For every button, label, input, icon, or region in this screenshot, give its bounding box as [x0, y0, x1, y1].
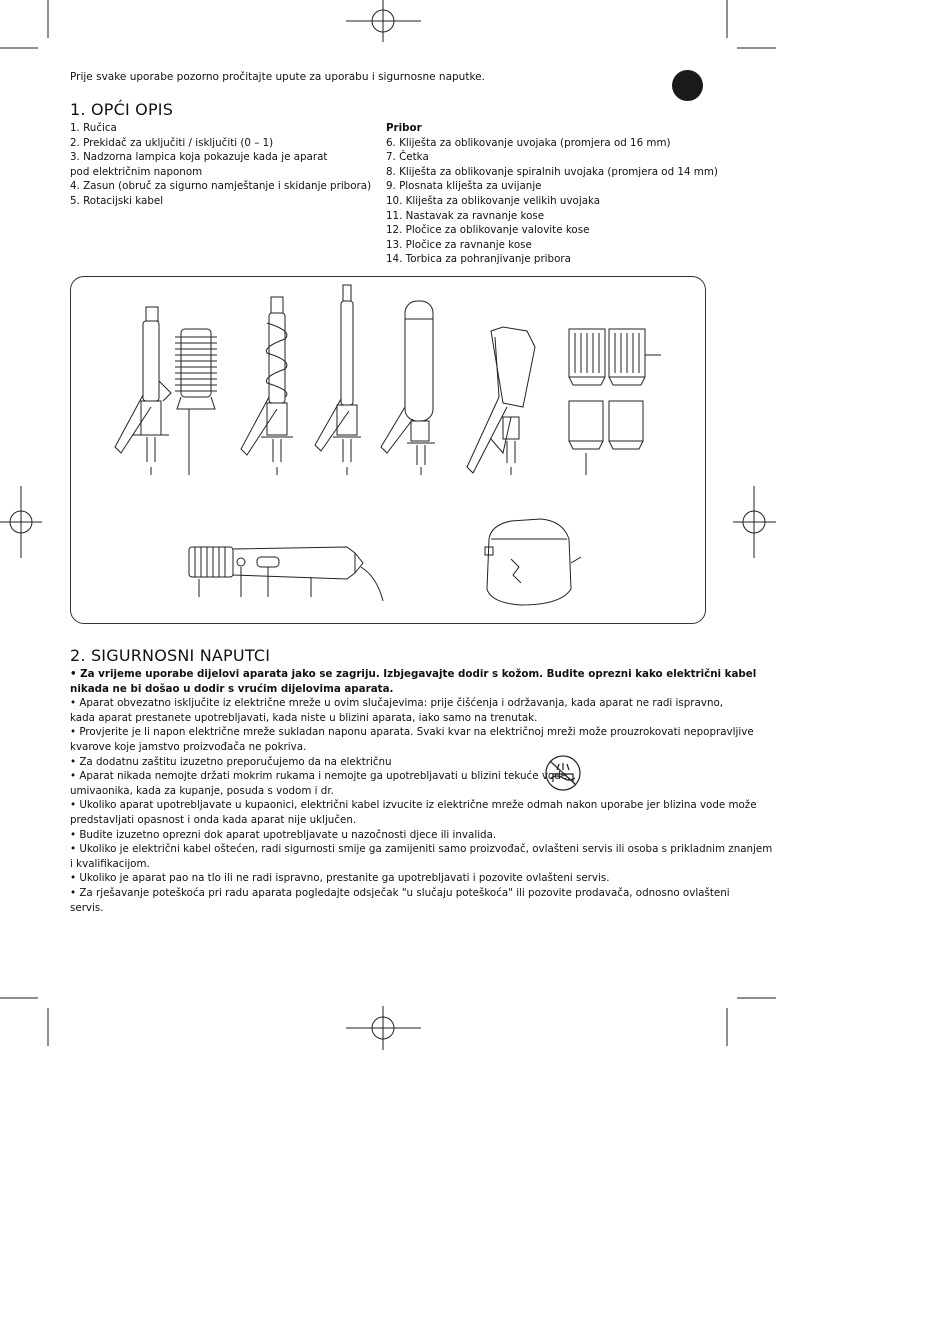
intro-text: Prije svake uporabe pozorno pročitajte upute za uporabu i sigurnosne naputke.	[70, 71, 485, 83]
list-item: 7. Četka	[386, 151, 429, 164]
safety-paragraph: • Za rješavanje poteškoća pri radu aparata pogledajte odsječak "u slučaju poteškoća" ili pozovite prodavača, odnosno ovlašteni servis.	[70, 886, 730, 914]
large-curl-tong-icon	[381, 301, 435, 475]
safety-paragraph: • Aparat nikada nemojte držati mokrim rukama i nemojte ga upotrebljavati u blizini tekuće vode, umivaonika, kada za kupanje, posuda s vodom i dr.	[70, 770, 571, 797]
list-item: 2. Prekidač za uključiti / isključiti (0 – 1)	[70, 136, 274, 149]
brush-icon	[175, 329, 217, 475]
section2-title: 2. SIGURNOSNI NAPUTCI	[70, 646, 271, 665]
list-item: 3. Nadzorna lampica koja pokazuje kada je aparat	[70, 151, 328, 164]
safety-paragraph: • Provjerite je li napon električne mreže sukladan naponu aparata. Svaki kvar na električnoj mreži može prouzrokovati nepopravljive kvarove koje jamstvo proizvođača ne pokriva.	[70, 726, 754, 753]
list-item: 8. Kliješta za oblikovanje spiralnih uvojaka (promjera od 14 mm)	[386, 165, 718, 178]
list-item: 1. Ručica	[70, 122, 117, 134]
language-marker-icon	[672, 70, 703, 101]
list-item: pod električnim naponom	[70, 165, 203, 178]
registration-right-icon	[733, 486, 776, 558]
safety-paragraph: • Ukoliko aparat upotrebljavate u kupaonici, električni kabel izvucite iz električne mreže odmah nakon uporabe jer blizina vode može predstavljati opasnost i onda kada aparat nije uključen.	[70, 799, 757, 826]
product-illustration	[70, 276, 706, 624]
curling-tong-16-icon	[115, 307, 171, 475]
spiral-tong-icon	[241, 297, 293, 475]
registration-bottom-icon	[346, 1006, 421, 1050]
list-item: 13. Pločice za ravnanje kose	[386, 238, 532, 251]
safety-text	[70, 667, 773, 915]
no-water-icon	[541, 754, 585, 792]
accessories-heading: Pribor	[386, 122, 422, 134]
wave-plates-icon	[569, 329, 661, 385]
list-item: 12. Pločice za oblikovanje valovite kose	[386, 224, 590, 237]
list-item: 9. Plosnata kliješta za uvijanje	[386, 180, 542, 193]
parts-list	[70, 121, 371, 209]
safety-paragraph: • Budite izuzetno oprezni dok aparat upotrebljavate u nazočnosti djece ili invalida.	[70, 828, 497, 841]
list-item: 14. Torbica za pohranjivanje pribora	[386, 253, 571, 266]
accessories-list	[386, 121, 718, 267]
straightening-plates-icon	[569, 401, 643, 475]
section1-title: 1. OPĆI OPIS	[70, 100, 174, 119]
safety-paragraph: • Aparat obvezatno isključite iz električne mreže u ovim slučajevima: prije čišćenja i održavanja, kada aparat ne radi ispravno, kada aparat prestanete upotrebljavati, kada niste u blizini aparata, iako samo na trenutak.	[70, 697, 724, 724]
list-item: 11. Nastavak za ravnanje kose	[386, 209, 545, 222]
flat-tong-icon	[315, 285, 361, 475]
straightener-attachment-icon	[467, 327, 535, 475]
list-item: 10. Kliješta za oblikovanje velikih uvojaka	[386, 194, 601, 207]
storage-bag-icon	[485, 519, 581, 605]
handle-icon	[189, 547, 383, 601]
list-item: 5. Rotacijski kabel	[70, 194, 164, 207]
registration-top-icon	[346, 0, 421, 42]
registration-left-icon	[0, 486, 42, 558]
safety-paragraph: • Za dodatnu zaštitu izuzetno preporučujemo da na električnu	[70, 755, 392, 768]
list-item: 4. Zasun (obruč za sigurno namještanje i skidanje pribora)	[70, 180, 372, 193]
safety-paragraph: • Za vrijeme uporabe dijelovi aparata jako se zagriju. Izbjegavajte dodir s kožom. Budite oprezni kako električni kabel nikada ne bi došao u dodir s vrućim dijelovima aparata.	[70, 668, 757, 695]
safety-paragraph: • Ukoliko je aparat pao na tlo ili ne radi ispravno, prestanite ga upotrebljavati i pozovite ovlašteni servis.	[70, 872, 610, 885]
safety-paragraph: • Ukoliko je električni kabel oštećen, radi sigurnosti smije ga zamijeniti samo proizvođač, ovlašteni servis ili osoba s prikladnim znanjem i kvalifikacijom.	[70, 843, 773, 870]
list-item: 6. Kliješta za oblikovanje uvojaka (promjera od 16 mm)	[386, 136, 671, 149]
accessories-drawing	[71, 277, 705, 623]
